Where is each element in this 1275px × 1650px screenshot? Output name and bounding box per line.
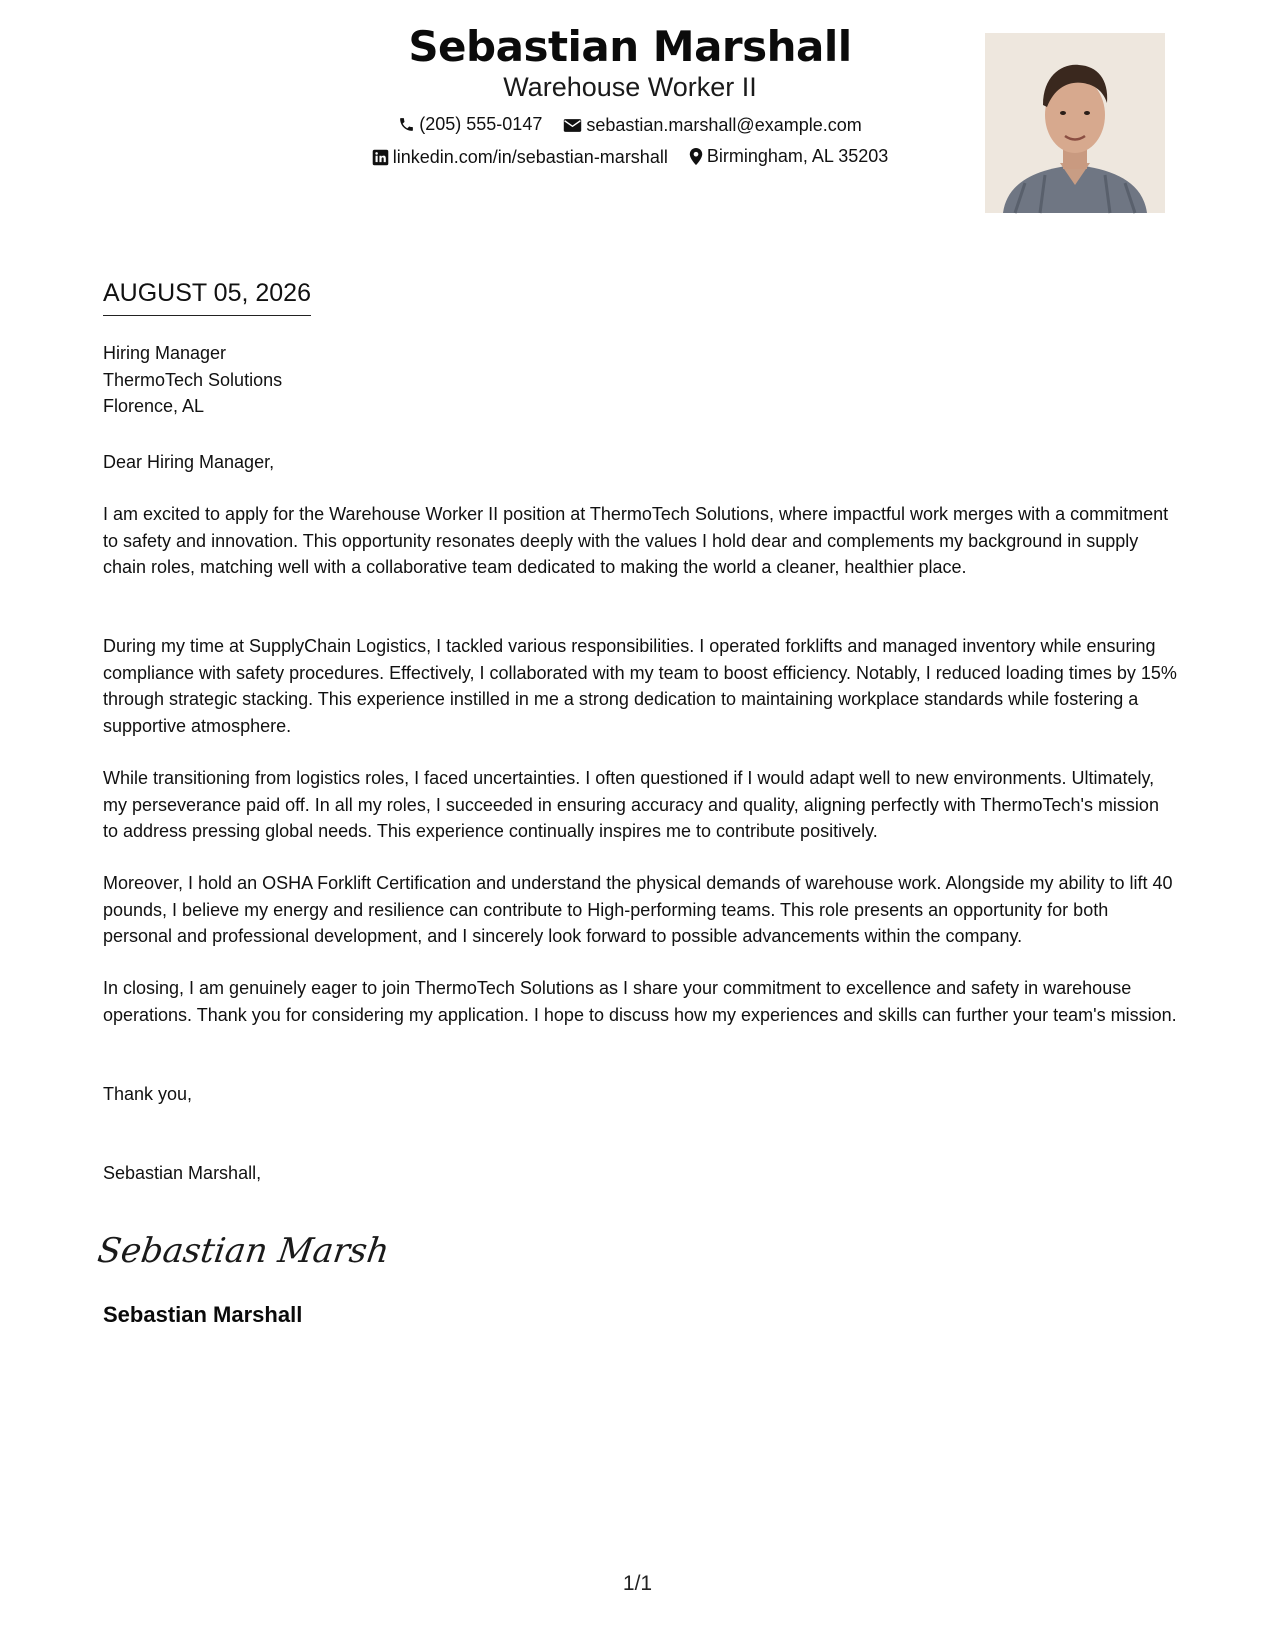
paragraph-1: I am excited to apply for the Warehouse Worker II position at ThermoTech Solutions, where impactful work merges with a commitment to safety and innovation. This opportunity resonates deeply with the values I hold dear and complements my background in supply chain roles, matching well with a collaborative team dedicated to making the world a cleaner, healthier place. bbox=[103, 504, 1169, 577]
page-number: 1/1 bbox=[622, 1572, 653, 1595]
greeting: Dear Hiring Manager, bbox=[103, 452, 275, 472]
phone-text: (205) 555-0147 bbox=[419, 114, 543, 134]
paragraph-3: While transitioning from logistics roles, I faced uncertainties. I often questioned if I would adapt well to new environments. Ultimately, my perseverance paid off. In all my roles, I succeeded in ensuring accuracy and quality, aligning perfectly with ThermoTech's mission to address pressing global needs. This experience continually inspires me to contribute positively. bbox=[103, 768, 1159, 841]
linkedin-contact[interactable] bbox=[372, 147, 668, 168]
applicant-name: Sebastian Marshall bbox=[408, 22, 852, 71]
paragraph-2: During my time at SupplyChain Logistics, I tackled various responsibilities. I operated forklifts and managed inventory while ensuring compliance with safety procedures. Effectively, I collaborated with my team to boost efficiency. Notably, I reduced loading times by 15% through strategic stacking. This experience instilled in me a strong dedication to maintaining workplace standards while fostering a supportive atmosphere. bbox=[103, 636, 1177, 736]
location-contact bbox=[689, 146, 888, 167]
job-title: Warehouse Worker II bbox=[503, 72, 757, 102]
map-pin-icon bbox=[689, 147, 703, 166]
location-text: Birmingham, AL 35203 bbox=[706, 146, 889, 166]
recipient-title: Hiring Manager bbox=[103, 343, 227, 363]
signoff: Sebastian Marshall, bbox=[103, 1163, 262, 1183]
phone-contact[interactable] bbox=[398, 114, 542, 135]
email-contact[interactable] bbox=[563, 115, 861, 136]
phone-icon bbox=[398, 116, 415, 133]
recipient-company: ThermoTech Solutions bbox=[103, 369, 283, 390]
letter-date: AUGUST 05, 2026 bbox=[103, 279, 311, 316]
letter-header bbox=[0, 0, 1275, 230]
envelope-icon bbox=[563, 118, 582, 133]
recipient-block bbox=[103, 340, 1178, 420]
closing: Thank you, bbox=[103, 1084, 193, 1104]
handwritten-signature bbox=[95, 1222, 392, 1283]
recipient-location: Florence, AL bbox=[103, 396, 205, 416]
signed-name: Sebastian Marshall bbox=[103, 1302, 303, 1327]
signature-glyphs: Sebastian Marsh bbox=[95, 1231, 392, 1271]
paragraph-4: Moreover, I hold an OSHA Forklift Certification and understand the physical demands of warehouse work. Alongside my ability to lift 40 pounds, I believe my energy and resilience can contribute to High-performing teams. This role presents an opportunity for both personal and professional development, and I sincerely look forward to possible advancements within the company. bbox=[103, 873, 1173, 946]
paragraph-5: In closing, I am genuinely eager to join ThermoTech Solutions as I share your commitment to excellence and safety in warehouse operations. Thank you for considering my application. I hope to discuss how my experiences and skills can further your team's mission. bbox=[103, 978, 1177, 1025]
email-text: sebastian.marshall@example.com bbox=[586, 115, 862, 135]
linkedin-icon bbox=[372, 149, 389, 166]
profile-photo bbox=[985, 33, 1165, 213]
linkedin-text: linkedin.com/in/sebastian-marshall bbox=[392, 147, 668, 167]
